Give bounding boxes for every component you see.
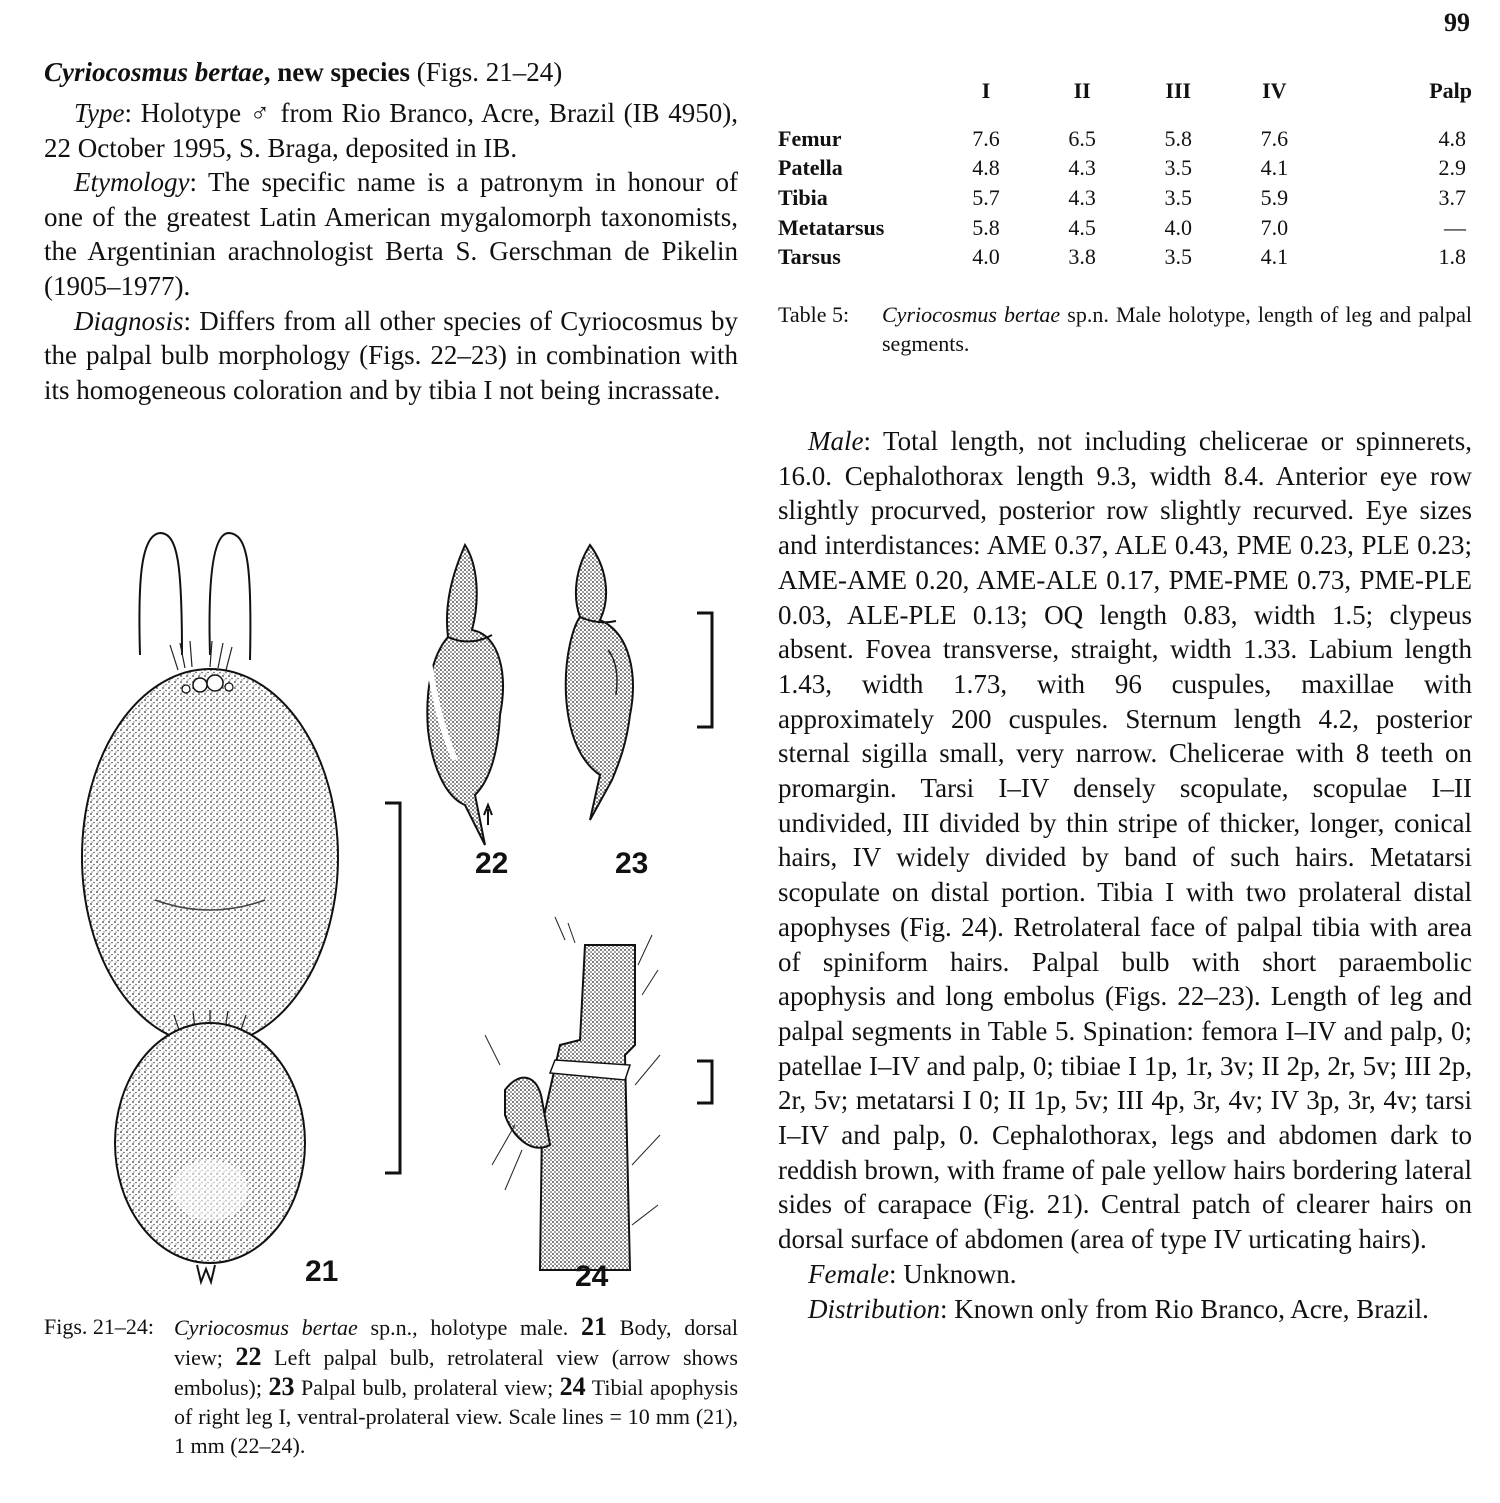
row-label: Tibia [778,184,828,210]
male-paragraph [778,424,1472,1257]
distribution-paragraph [778,1292,1472,1327]
table-cell: 7.6 [1260,125,1289,151]
table-cell: 4.0 [1164,214,1192,240]
type-label: Type [74,98,125,128]
table-cell: 4.8 [1438,125,1466,151]
table-cell: 4.8 [972,155,1000,181]
female-label: Female [808,1258,889,1289]
row-label: Patella [778,155,843,181]
figure-caption [44,1312,738,1460]
table-cell: 7.6 [972,125,1000,151]
table-row [778,154,1472,184]
species-status: , new species [263,57,410,87]
table-cell: 3.5 [1164,244,1192,270]
species-name: Cyriocosmus bertae [44,57,264,87]
table-cell: 5.7 [972,184,1000,210]
table-row [778,242,1472,272]
table-header-cell: I [981,78,991,103]
row-label: Femur [778,125,842,151]
figure-caption-text: Cyriocosmus bertae sp.n., holotype male. 21 Body, dorsal view; 22 Left palpal bulb, retrolateral view (arrow shows embolus); 23 Palpal bulb, prolateral view; 24 Tibial apophysis of right leg I, ventral-prolateral view. Scale lines = 10 mm (21), 1 mm (22–24). [174,1312,739,1458]
diagnosis-text: : Differs from all other species of Cyriocosmus by the palpal bulb morphology (Figs. 22–23) in combination with its homogeneous coloration and by tibia I not being incrassate. [44,305,738,405]
etymology-text: : The specific name is a patronym in honour of one of the greatest Latin American mygalomorph taxonomists, the Argentinian arachnologist Berta S. Gerschman de Pikelin (1905–1977). [44,167,738,301]
diagnosis-label: Diagnosis [74,305,184,336]
fig21-scale-bar [385,803,400,1173]
table-caption [778,300,1472,358]
figure-illustrations [60,525,750,1305]
measurements-table-block [778,72,1472,272]
table-row [778,110,1472,154]
table-caption-text: Cyriocosmus bertae sp.n. Male holotype, length of leg and palpal segments. [882,302,1473,356]
male-text: : Total length, not including chelicerae or spinnerets, 16.0. Cephalothorax length 9.3, width 8.4. Anterior eye row slightly procurved, posterior row slightly recurved. Eye sizes and interdistances: AME 0.37, ALE 0.43, PME 0.23, PLE 0.23; AME-AME 0.20, AME-ALE 0.17, PME-PME 0.73, PME-PLE 0.03, ALE-PLE 0.13; OQ length 0.83, width 1.5; clypeus absent. Fovea transverse, straight, width 1.33. Labium length 1.43, width 1.73, with 96 cuspules, maxillae with approximately 200 cuspules. Sternum length 4.2, posterior sternal sigilla small, very narrow. Chelicerae with 8 teeth on promargin. Tarsi I–IV densely scopulate, scopulae I–II undivided, III divided by thin stripe of thicker, longer, conical hairs, IV widely divided by band of such hairs. Metatarsi scopulate on distal portion. Tibia I with two prolateral distal apophyses (Fig. 24). Retrolateral face of palpal tibia with area of spiniform hairs. Palpal bulb with short paraembolic apophysis and long embolus (Figs. 22–23). Length of leg and palpal segments in Table 5. Spination: femora I–IV and palp, 0; patellae I–IV and palp, 0; tibiae I 1p, 1r, 3v; II 2p, 2r, 5v; III 2p, 2r, 5v; metatarsi I 0; II 1p, 5v; III 4p, 3r, 4v; IV 3p, 3r, 4v; tarsi I–IV and palp, 0. Cephalothorax, legs and abdomen dark to reddish brown, with frame of pale yellow hairs bordering lateral sides of carapace (Fig. 21). Central patch of clearer hairs on dorsal surface of abdomen (area of type IV urticating hairs). [778,426,1472,1255]
table-cell: 4.3 [1068,184,1096,210]
fig24-scale-bar [697,1061,712,1103]
table-cell: 4.1 [1260,244,1289,270]
row-label: Metatarsus [778,214,885,240]
table-row [778,183,1472,213]
figure-plate [60,525,750,1305]
table-cell: 4.3 [1068,155,1096,181]
figure-number-24: 24 [575,1260,609,1293]
table-header-cell: Palp [1429,78,1472,103]
etymology-paragraph [44,165,738,303]
female-paragraph [778,1257,1472,1292]
table-caption-label: Table 5: [778,302,850,327]
type-paragraph [44,96,738,165]
measurements-table [778,72,1472,272]
table-cell: 4.0 [972,244,1000,270]
table-cell: 3.8 [1068,244,1096,270]
right-column-text [778,424,1472,1326]
table-cell: 2.9 [1438,155,1466,181]
table-cell: 3.7 [1438,184,1466,210]
figure-caption-label: Figs. 21–24: [44,1314,155,1339]
table-header-cell: IV [1262,78,1287,103]
distribution-label: Distribution [808,1293,941,1324]
table-cell: 7.0 [1260,214,1289,240]
diagnosis-paragraph [44,304,738,408]
species-heading [44,56,738,88]
embolus-arrow [484,805,492,825]
table-cell: 5.8 [1164,125,1192,151]
figure-reference: (Figs. 21–24) [409,57,563,87]
table-cell: 1.8 [1438,244,1466,270]
fig23-palpal-bulb-drawing [566,545,712,820]
left-column [44,56,738,407]
type-text: : Holotype ♂ from Rio Branco, Acre, Brazil (IB 4950), 22 October 1995, S. Braga, deposited in IB. [44,98,738,163]
table-header-cell: III [1165,78,1192,103]
row-label: Tarsus [778,244,841,270]
table-header-cell: II [1073,78,1091,103]
male-label: Male [808,426,864,456]
table-cell: 3.5 [1164,184,1192,210]
table-cell: — [1444,214,1466,240]
figure-number-22: 22 [475,847,509,880]
figure-number-23: 23 [615,847,649,880]
figure-number-21: 21 [305,1255,339,1288]
female-text: : Unknown. [888,1258,1017,1289]
table-cell: 3.5 [1164,155,1192,181]
table-cell: 4.5 [1068,214,1096,240]
table-cell: 5.9 [1260,184,1289,210]
fig24-tibial-apophysis-drawing [485,917,712,1270]
page-number: 99 [1444,8,1470,37]
fig21-body-drawing [82,533,400,1282]
table-header-cell [778,72,938,110]
table-row [778,213,1472,243]
table-header-row [778,72,1472,110]
etymology-label: Etymology [74,167,190,198]
distribution-text: : Known only from Rio Branco, Acre, Brazil. [940,1293,1429,1324]
table-cell: 5.8 [972,214,1000,240]
table-cell: 6.5 [1068,125,1096,151]
table-cell: 4.1 [1260,155,1289,181]
fig22-palpal-bulb-drawing [427,545,503,845]
fig23-scale-bar [697,613,712,727]
